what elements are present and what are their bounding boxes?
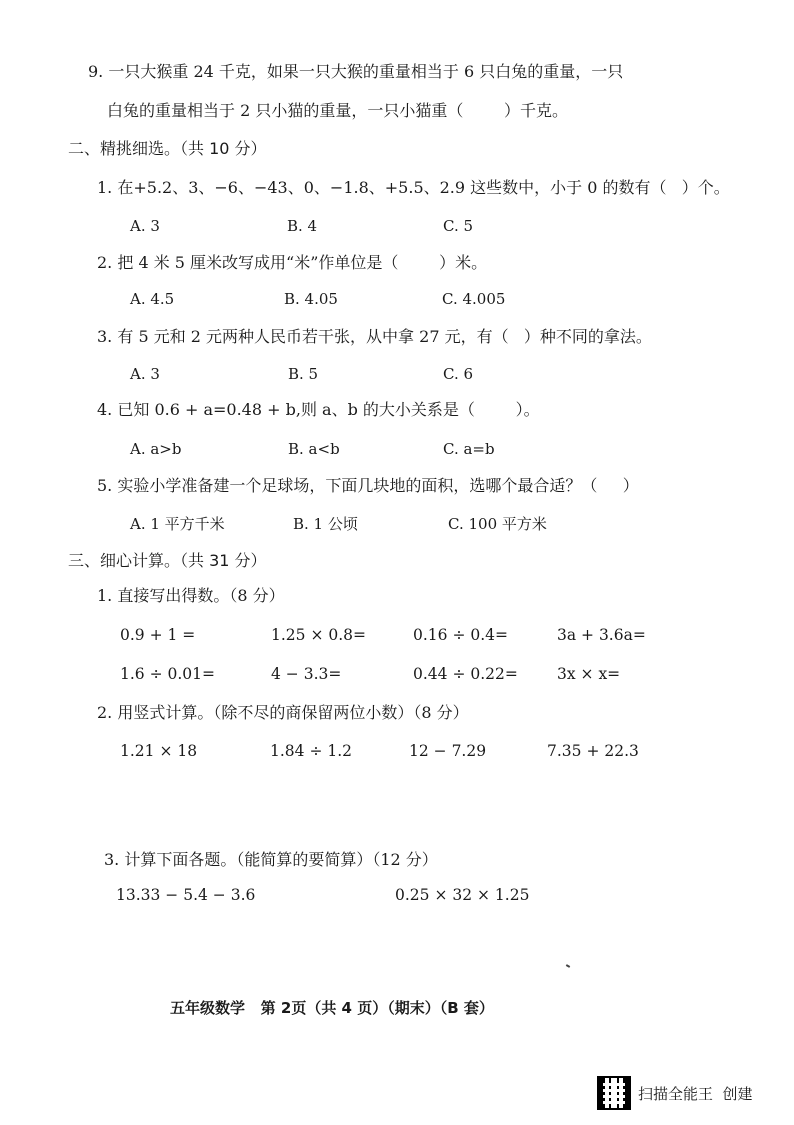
page-footer: 五年级数学 第 2页（共 4 页）（期末）（B 套） [170,999,494,1017]
mental-calc-item: 3a + 3.6a= [557,626,646,644]
s2-q1-option-a: A. 3 [130,217,160,235]
s2-q4-option-b: B. a<b [288,440,340,458]
q9-line2: 白兔的重量相当于 2 只小猫的重量，一只小猫重（ ）千克。 [107,101,569,120]
scan-speck [566,964,570,968]
s2-q3-option-b: B. 5 [288,365,319,383]
mental-calc-item: 0.44 ÷ 0.22= [413,665,518,683]
s2-q2: 2. 把 4 米 5 厘米改写成用“米”作单位是（ ）米。 [97,253,488,272]
s2-q5-option-a: A. 1 平方千米 [130,515,225,533]
s3-part2-title: 2. 用竖式计算。（除不尽的商保留两位小数）（8 分） [97,703,469,722]
qr-code-icon [597,1076,631,1110]
s2-q2-option-a: A. 4.5 [130,290,175,308]
simplify-calc-item: 0.25 × 32 × 1.25 [395,886,530,904]
mental-calc-item: 1.6 ÷ 0.01= [120,665,215,683]
mental-calc-item: 3x × x= [557,665,621,683]
section2-title: 二、精挑细选。（共 10 分） [68,139,267,158]
s2-q2-option-b: B. 4.05 [284,290,338,308]
simplify-calc-item: 13.33 − 5.4 − 3.6 [116,886,256,904]
q9-line1: 9. 一只大猴重 24 千克，如果一只大猴的重量相当于 6 只白兔的重量，一只 [88,62,624,81]
s2-q4-option-a: A. a>b [130,440,182,458]
vertical-calc-item: 1.21 × 18 [120,742,198,760]
s2-q3: 3. 有 5 元和 2 元两种人民币若干张，从中拿 27 元，有（ ）种不同的拿法。 [97,327,652,346]
mental-calc-item: 1.25 × 0.8= [271,626,366,644]
s2-q3-option-c: C. 6 [443,365,474,383]
section3-title: 三、细心计算。（共 31 分） [68,551,267,570]
s3-part3-title: 3. 计算下面各题。（能简算的要简算）（12 分） [104,850,438,869]
s2-q4: 4. 已知 0.6 + a=0.48 + b,则 a、b 的大小关系是（ ）。 [97,400,540,419]
s2-q3-option-a: A. 3 [130,365,160,383]
s2-q1: 1. 在+5.2、3、−6、−43、0、−1.8、+5.5、2.9 这些数中，小于 0 的数有（ ）个。 [97,178,730,197]
s2-q1-option-b: B. 4 [287,217,318,235]
vertical-calc-item: 7.35 + 22.3 [547,742,639,760]
s2-q5: 5. 实验小学准备建一个足球场，下面几块地的面积，选哪个最合适？（ ） [97,476,639,495]
s2-q1-option-c: C. 5 [443,217,474,235]
mental-calc-item: 4 − 3.3= [271,665,342,683]
vertical-calc-item: 1.84 ÷ 1.2 [270,742,353,760]
s2-q5-option-c: C. 100 平方米 [448,515,547,533]
mental-calc-item: 0.9 + 1 = [120,626,196,644]
s2-q4-option-c: C. a=b [443,440,495,458]
s2-q5-option-b: B. 1 公顷 [293,515,358,533]
s2-q2-option-c: C. 4.005 [442,290,506,308]
scanner-watermark-label: 扫描全能王 创建 [638,1085,753,1103]
mental-calc-item: 0.16 ÷ 0.4= [413,626,508,644]
s3-part1-title: 1. 直接写出得数。（8 分） [97,586,285,605]
vertical-calc-item: 12 − 7.29 [409,742,487,760]
